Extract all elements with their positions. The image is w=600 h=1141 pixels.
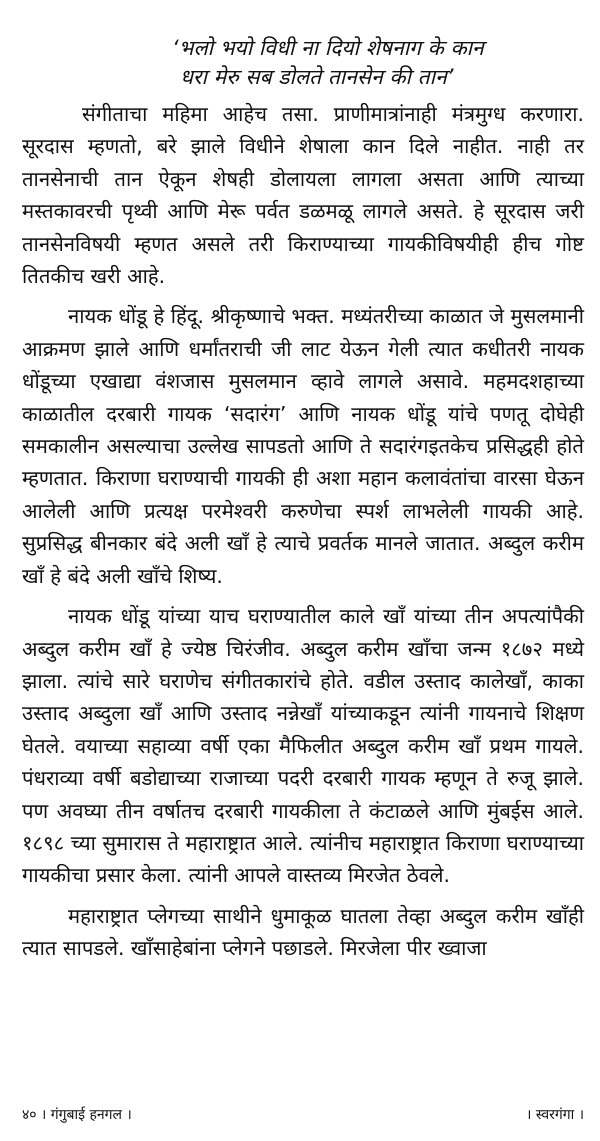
- epigraph-verse: [172, 34, 584, 92]
- paragraph-4: [22, 900, 584, 965]
- paragraph-text: नायक धोंडू यांच्या याच घराण्यातील काले खाँ यांच्या तीन अपत्यांपैकी अब्दुल करीम खाँ हे ज्येष्ठ चिरंजीव. अब्दुल करीम खाँचा जन्म १८७२ मध्ये झाला. त्यांचे सारे घराणेच संगीतकारांचे होते. वडील उस्ताद कालेखाँ, काका उस्ताद अब्दुला खाँ आणि उस्ताद नन्नेखाँ यांच्याकडून त्यांनी गायनाचे शिक्षण घेतले. वयाच्या सहाव्या वर्षी एका मैफिलीत अब्दुल करीम खाँ प्रथम गायले. पंधराव्या वर्षी बडोद्याच्या राजाच्या पदरी दरबारी गायक म्हणून ते रुजू झाले. पण अवघ्या तीन वर्षातच दरबारी गायकीला ते कंटाळले आणि मुंबईस आले. १८९८ च्या सुमारास ते महाराष्ट्रात आले. त्यांनीच महाराष्ट्रात किराणा घराण्याच्या गायकीचा प्रसार केला. त्यांनी आपले वास्तव्य मिरजेत ठेवले.: [22, 604, 584, 888]
- paragraph-text: महाराष्ट्रात प्लेगच्या साथीने धुमाकूळ घातला तेव्हा अब्दुल करीम खाँही त्यात सापडले. खाँसाहेबांना प्लेगने पछाडले. मिरजेला पीर ख्वाजा: [22, 903, 584, 961]
- paragraph-1: [22, 98, 584, 292]
- paragraph-2: [22, 300, 584, 592]
- footer-page-and-title: ४० । गंगुबाई हनगल ।: [22, 1107, 132, 1123]
- footer-book-title: । स्वरगंगा ।: [526, 1107, 584, 1123]
- page-footer: [22, 1105, 584, 1125]
- paragraph-3: [22, 600, 584, 892]
- verse-line-1: ‘भलो भयो विधी ना दियो शेषनाग के कान: [172, 36, 484, 60]
- paragraph-text: नायक धोंडू हे हिंदू. श्रीकृष्णाचे भक्त. मध्यंतरीच्या काळात जे मुसलमानी आक्रमण झाले आणि धर्मांतराची जी लाट येऊन गेली त्यात कधीतरी नायक धोंडूच्या एखाद्या वंशजास मुसलमान व्हावे लागले असावे. महमदशहाच्या काळातील दरबारी गायक ‘सदारंग’ आणि नायक धोंडू यांचे पणतू दोघेही समकालीन असल्याचा उल्लेख सापडतो आणि ते सदारंगइतकेच प्रसिद्धही होते म्हणतात. किराणा घराण्याची गायकी ही अशा महान कलावंतांचा वारसा घेऊन आलेली आणि प्रत्यक्ष परमेश्वरी करुणेचा स्पर्श लाभलेली गायकी आहे. सुप्रसिद्ध बीनकार बंदे अली खाँ हे त्याचे प्रवर्तक मानले जातात. अब्दुल करीम खाँ हे बंदे अली खाँचे शिष्य.: [22, 304, 584, 588]
- verse-line-2: धरा मेरु सब डोलते तानसेन की तान’: [180, 65, 454, 89]
- paragraph-text: संगीताचा महिमा आहेच तसा. प्राणीमात्रांनाही मंत्रमुग्ध करणारा. सूरदास म्हणतो, बरे झाले विधीने शेषाला कान दिले नाहीत. नाही तर तानसेनाची तान ऐकून शेषही डोलायला लागला असता आणि त्याच्या मस्तकावरची पृथ्वी आणि मेरू पर्वत डळमळू लागले असते. हे सूरदास जरी तानसेनविषयी म्हणत असले तरी किराण्याच्या गायकीविषयीही हीच गोष्ट तितकीच खरी आहे.: [22, 102, 584, 289]
